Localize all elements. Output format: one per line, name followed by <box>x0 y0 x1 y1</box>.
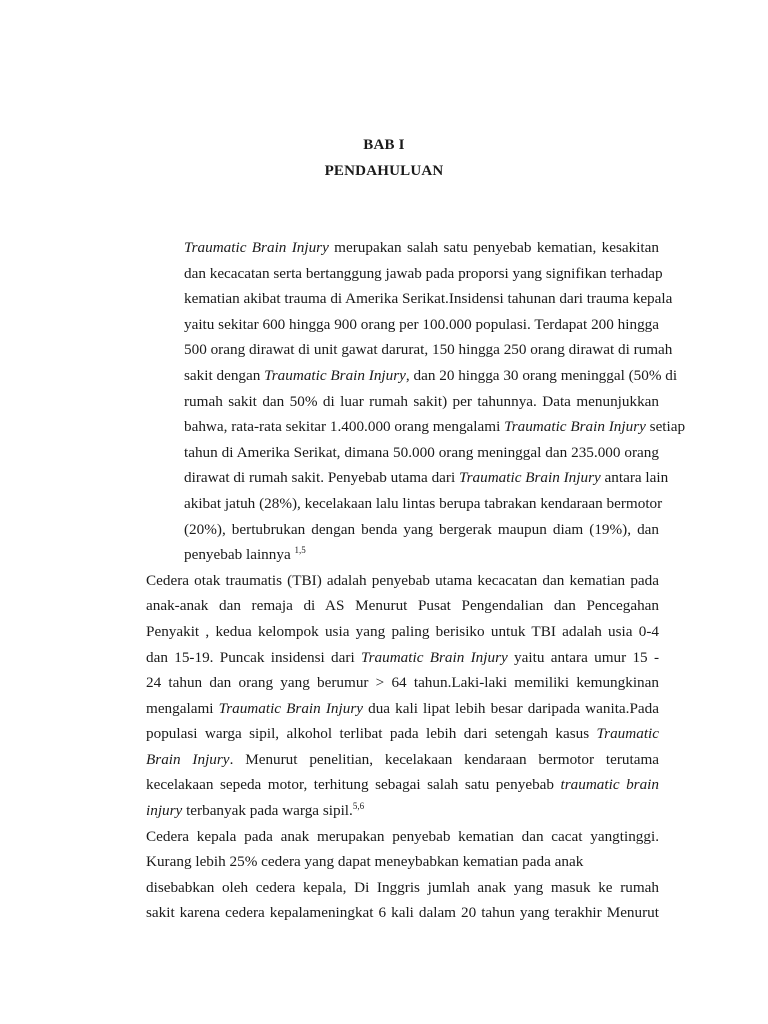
text-line <box>146 619 659 645</box>
text-run: anak-anak dan remaja di AS Menurut Pusat Pengendalian dan Pencegahan <box>146 597 659 615</box>
italic-term: Traumatic Brain Injury <box>264 366 406 384</box>
text-run: 24 tahun dan orang yang berumur > 64 tahun.Laki-laki memiliki kemungkinan <box>146 674 659 692</box>
text-line <box>146 568 659 594</box>
text-run: bahwa, rata-rata sekitar 1.400.000 orang mengalami <box>184 418 505 436</box>
text-line <box>146 491 663 517</box>
text-run: setiap <box>645 418 686 436</box>
text-run: Kurang lebih 25% cedera yang dapat meneybabkan kematian pada anak <box>146 853 584 871</box>
chapter-number: BAB I <box>363 137 405 153</box>
text-run: kecelakaan sepeda motor, terhitung sebagai salah satu penyebab <box>146 776 561 794</box>
text-run: Cedera kepala pada anak merupakan penyebab kematian dan cacat yangtinggi. <box>146 827 659 845</box>
text-run: , dan 20 hingga 30 orang meninggal (50% di <box>405 366 678 384</box>
text-run: sakit dengan <box>184 366 265 384</box>
text-line <box>146 440 659 466</box>
chapter-title: PENDAHULUAN <box>324 163 444 179</box>
text-run: antara lain <box>600 469 669 487</box>
text-line <box>146 645 659 671</box>
text-line <box>146 798 659 824</box>
text-line <box>146 337 673 363</box>
text-run: sakit karena cedera kepalameningkat 6 kali dalam 20 tahun yang terakhir Menurut <box>146 904 659 922</box>
italic-term: traumatic brain <box>560 776 659 794</box>
text-run: disebabkan oleh cedera kepala, Di Inggris jumlah anak yang masuk ke rumah <box>146 878 659 896</box>
text-run: dan 15-19. Puncak insidensi dari <box>146 648 361 666</box>
text-run: akibat jatuh (28%), kecelakaan lalu lintas berupa tabrakan kendaraan bermotor <box>184 494 663 512</box>
text-line <box>146 261 663 287</box>
text-run: yaitu sekitar 600 hingga 900 orang per 100.000 populasi. Terdapat 200 hingga <box>184 315 659 333</box>
text-run: merupakan salah satu penyebab kematian, kesakitan <box>328 239 659 256</box>
text-run: populasi warga sipil, alkohol terlibat pada lebih dari setengah kasus <box>146 725 597 743</box>
paragraph <box>146 235 686 568</box>
text-line <box>146 542 659 568</box>
text-line <box>146 824 659 850</box>
italic-term: Brain Injury <box>146 750 230 768</box>
text-run: dirawat di rumah sakit. Penyebab utama dari <box>184 469 459 487</box>
text-run: Cedera otak traumatis (TBI) adalah penyebab utama kecacatan dan kematian pada <box>146 571 659 589</box>
text-line <box>146 670 659 696</box>
text-line <box>146 286 673 312</box>
text-run: rumah sakit dan 50% di luar rumah sakit) per tahunnya. Data menunjukkan <box>184 392 659 410</box>
text-run: tahun di Amerika Serikat, dimana 50.000 orang meninggal dan 235.000 orang <box>184 443 659 461</box>
text-line <box>146 900 659 926</box>
text-run: mengalami <box>146 699 219 717</box>
text-run: dua kali lipat lebih besar daripada wanita.Pada <box>362 699 659 717</box>
citation-superscript: 5,6 <box>352 801 365 812</box>
text-line <box>146 235 659 261</box>
text-run: (20%), bertubrukan dengan benda yang bergerak maupun diam (19%), dan <box>184 520 659 538</box>
italic-term: Traumatic Brain Injury <box>218 699 363 717</box>
citation-superscript: 1,5 <box>294 545 306 556</box>
text-run: terbanyak pada warga sipil. <box>182 802 353 820</box>
text-run: Penyakit , kedua kelompok usia yang paling berisiko untuk TBI adalah usia 0-4 <box>146 622 659 640</box>
text-line <box>146 721 659 747</box>
text-run: yaitu antara umur 15 - <box>507 648 660 666</box>
italic-term: Traumatic Brain Injury <box>184 239 329 256</box>
text-line <box>146 389 659 415</box>
text-line <box>146 772 659 798</box>
paragraph <box>146 824 659 875</box>
text-run: penyebab lainnya <box>184 546 295 564</box>
paragraph <box>146 875 659 926</box>
italic-term: injury <box>146 802 183 820</box>
text-line <box>146 849 659 875</box>
text-line <box>146 414 686 440</box>
italic-term: Traumatic Brain Injury <box>360 648 508 666</box>
paragraph <box>146 568 659 824</box>
italic-term: Traumatic Brain Injury <box>504 418 646 436</box>
text-line <box>146 747 659 773</box>
italic-term: Traumatic Brain Injury <box>458 469 601 487</box>
body-text <box>146 235 686 926</box>
text-run: dan kecacatan serta bertanggung jawab pada proporsi yang signifikan terhadap <box>184 264 663 282</box>
text-line <box>146 363 678 389</box>
text-line <box>146 696 659 722</box>
italic-term: Traumatic <box>596 725 659 743</box>
text-line <box>146 312 659 338</box>
text-run: 500 orang dirawat di unit gawat darurat, 150 hingga 250 orang dirawat di rumah <box>184 341 673 359</box>
text-run: kematian akibat trauma di Amerika Serikat.Insidensi tahunan dari trauma kepala <box>184 290 673 308</box>
text-line <box>146 875 659 901</box>
text-run: . Menurut penelitian, kecelakaan kendaraan bermotor terutama <box>229 750 660 768</box>
text-line <box>146 593 659 619</box>
text-line <box>146 465 669 491</box>
text-line <box>146 517 659 543</box>
